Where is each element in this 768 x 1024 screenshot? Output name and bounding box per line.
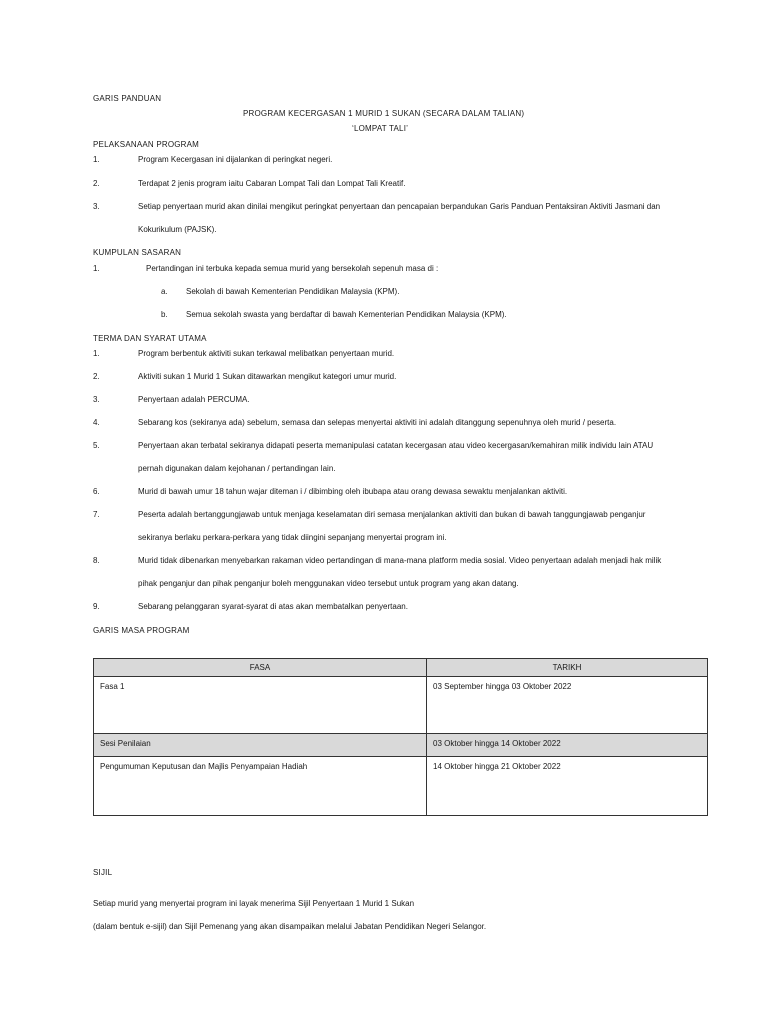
section-heading-sasaran: KUMPULAN SASARAN	[93, 248, 182, 257]
item-number: 9.	[93, 602, 100, 611]
table-row	[94, 734, 708, 757]
item-text: Penyertaan akan terbatal sekiranya didapati peserta memanipulasi catatan kecergasan atau video kecergasan/kemahiran milik individu lain ATAU	[138, 441, 654, 450]
sub-item-text: Sekolah di bawah Kementerian Pendidikan Malaysia (KPM).	[186, 287, 400, 296]
section-heading-pelaksanaan: PELAKSANAAN PROGRAM	[93, 140, 200, 149]
item-text-continued: pihak penganjur dan pihak penganjur boleh menggunakan video tersebut untuk program yang akan datang.	[138, 579, 519, 588]
doc-title: PROGRAM KECERGASAN 1 MURID 1 SUKAN (SECARA DALAM TALIAN)	[243, 109, 525, 118]
item-number: 3.	[93, 395, 100, 404]
doc-subtitle: ‘LOMPAT TALI’	[352, 124, 409, 133]
section-heading-terma: TERMA DAN SYARAT UTAMA	[93, 334, 207, 343]
section-heading-sijil: SIJIL	[93, 868, 113, 877]
item-number: 5.	[93, 441, 100, 450]
item-text: Peserta adalah bertanggungjawab untuk menjaga keselamatan diri semasa menjalankan aktiviti dan bukan di bawah tanggungjawab penganjur	[138, 510, 646, 519]
sijil-text-line2: (dalam bentuk e-sijil) dan Sijil Pemenang yang akan disampaikan melalui Jabatan Pendidikan Negeri Selangor.	[93, 922, 487, 931]
table-row	[94, 757, 708, 816]
cell-fasa: Fasa 1	[94, 677, 427, 734]
item-number: 2.	[93, 179, 100, 188]
item-number: 1.	[93, 349, 100, 358]
table-header-row	[94, 659, 708, 677]
item-text: Program berbentuk aktiviti sukan terkawal melibatkan penyertaan murid.	[138, 349, 395, 358]
item-number: 1.	[93, 264, 100, 273]
column-header-fasa: FASA	[94, 659, 427, 677]
item-text: Program Kecergasan ini dijalankan di peringkat negeri.	[138, 155, 333, 164]
item-number: 7.	[93, 510, 100, 519]
sub-item-letter: a.	[161, 287, 168, 296]
item-text-continued: sekiranya berlaku perkara-perkara yang tidak diingini sepanjang menyertai program ini.	[138, 533, 447, 542]
item-text-continued: Kokurikulum (PAJSK).	[138, 225, 217, 234]
sub-item-text: Semua sekolah swasta yang berdaftar di bawah Kementerian Pendidikan Malaysia (KPM).	[186, 310, 507, 319]
item-number: 3.	[93, 202, 100, 211]
item-text: Aktiviti sukan 1 Murid 1 Sukan ditawarkan mengikut kategori umur murid.	[138, 372, 397, 381]
section-heading-garis-masa: GARIS MASA PROGRAM	[93, 626, 190, 635]
item-number: 8.	[93, 556, 100, 565]
cell-tarikh: 14 Oktober hingga 21 Oktober 2022	[427, 757, 708, 816]
sub-item-letter: b.	[161, 310, 168, 319]
item-text: Sebarang pelanggaran syarat-syarat di atas akan membatalkan penyertaan.	[138, 602, 408, 611]
cell-tarikh: 03 September hingga 03 Oktober 2022	[427, 677, 708, 734]
cell-fasa: Sesi Penilaian	[94, 734, 427, 757]
item-number: 4.	[93, 418, 100, 427]
table-row	[94, 677, 708, 734]
item-number: 1.	[93, 155, 100, 164]
cell-tarikh: 03 Oktober hingga 14 Oktober 2022	[427, 734, 708, 757]
item-text-continued: pernah digunakan dalam kejohanan / pertandingan lain.	[138, 464, 336, 473]
item-text: Pertandingan ini terbuka kepada semua murid yang bersekolah sepenuh masa di :	[146, 264, 439, 273]
item-number: 2.	[93, 372, 100, 381]
item-text: Setiap penyertaan murid akan dinilai mengikut peringkat penyertaan dan pencapaian berpandukan Garis Panduan Pentaksiran Aktiviti Jasmani dan	[138, 202, 661, 211]
sijil-text-line1: Setiap murid yang menyertai program ini layak menerima Sijil Penyertaan 1 Murid 1 Sukan	[93, 899, 415, 908]
item-text: Murid di bawah umur 18 tahun wajar diteman i / dibimbing oleh ibubapa atau orang dewasa sewaktu menjalankan aktiviti.	[138, 487, 568, 496]
item-text: Sebarang kos (sekiranya ada) sebelum, semasa dan selepas menyertai aktiviti ini adalah ditanggung sepenuhnya oleh murid / peserta.	[138, 418, 617, 427]
doc-heading: GARIS PANDUAN	[93, 94, 162, 103]
column-header-tarikh: TARIKH	[427, 659, 708, 677]
item-text: Penyertaan adalah PERCUMA.	[138, 395, 250, 404]
timeline-table	[93, 658, 708, 816]
item-number: 6.	[93, 487, 100, 496]
item-text: Terdapat 2 jenis program iaitu Cabaran Lompat Tali dan Lompat Tali Kreatif.	[138, 179, 406, 188]
item-text: Murid tidak dibenarkan menyebarkan rakaman video pertandingan di mana-mana platform media sosial. Video penyertaan adalah menjadi hak milik	[138, 556, 662, 565]
cell-fasa: Pengumuman Keputusan dan Majlis Penyampaian Hadiah	[94, 757, 427, 816]
